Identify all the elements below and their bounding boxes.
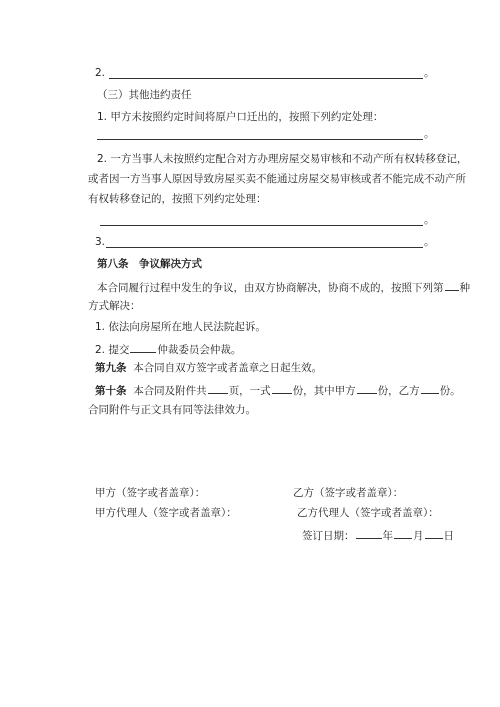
section-3-item-1-blank-line — [97, 139, 423, 140]
section-3-item-2-blank-line — [100, 225, 423, 226]
party-a-agent-signature-label: 甲方代理人（签字或者盖章）： — [95, 507, 237, 519]
item-2-end: 。 — [424, 67, 435, 79]
article-8-option-2-b: 仲裁委员会仲裁。 — [157, 344, 242, 356]
month-label: 月 — [413, 530, 424, 542]
section-3-item-2-line-3: 有权转移登记的，按照下列约定处理： — [88, 193, 267, 205]
arbitration-commission-blank — [130, 342, 156, 353]
section-3-item-3-end: 。 — [424, 236, 435, 248]
party-a-copies-blank — [357, 383, 377, 394]
article-9-text: 本合同自双方签字或者盖章之日起生效。 — [133, 362, 323, 374]
month-blank — [394, 528, 412, 539]
article-10 — [95, 383, 461, 398]
party-b-copies-blank — [421, 383, 439, 394]
signing-date-label: 签订日期： — [302, 530, 355, 542]
signing-date — [302, 528, 454, 543]
pages-blank — [208, 383, 228, 394]
day-blank — [425, 528, 443, 539]
article-8-paragraph-1 — [97, 280, 470, 295]
day-label: 日 — [443, 530, 454, 542]
party-b-signature-label: 乙方（签字或者盖章）： — [293, 487, 404, 499]
article-10-e: 份。 — [439, 385, 461, 397]
section-3-item-1: 1. 甲方未按照约定时间将原户口迁出的，按照下列约定处理： — [97, 111, 384, 123]
year-blank — [356, 528, 382, 539]
year-label: 年 — [382, 530, 393, 542]
section-3-item-3-blank-line — [106, 247, 423, 248]
section-3-item-2-line-1: 2. 一方当事人未按照约定配合对方办理房屋交易审核和不动产所有权转移登记， — [97, 153, 468, 165]
article-8-option-blank — [445, 280, 459, 291]
article-8-text-a: 本合同履行过程中发生的争议，由双方协商解决，协商不成的，按照下列第 — [97, 282, 444, 294]
article-8-option-2-a: 2. 提交 — [95, 344, 130, 356]
article-10-d: 份，乙方 — [377, 385, 420, 397]
copies-blank — [272, 383, 292, 394]
article-9-label: 第九条 — [95, 362, 127, 374]
article-8-option-1: 1. 依法向房屋所在地人民法院起诉。 — [95, 321, 266, 333]
article-8-title: 第八条 争议解决方式 — [97, 258, 202, 270]
section-3-item-2-end: 。 — [424, 214, 435, 226]
article-10-label: 第十条 — [95, 385, 127, 397]
section-3-title: （三）其他违约责任 — [97, 89, 192, 101]
section-3-item-3-number: 3. — [95, 236, 106, 248]
article-8-option-2 — [95, 342, 241, 357]
party-a-signature-label: 甲方（签字或者盖章）： — [95, 487, 206, 499]
item-2-blank-line — [109, 78, 423, 79]
item-2-number: 2. — [95, 67, 106, 79]
article-8-paragraph-2: 方式解决： — [88, 300, 141, 312]
article-10-c: 份，其中甲方 — [292, 385, 356, 397]
section-3-item-2-line-2: 或者因一方当事人原因导致房屋买卖不能通过房屋交易审核或者不能完成不动产所 — [88, 173, 466, 185]
article-10-a: 本合同及附件共 — [133, 385, 207, 397]
article-9 — [95, 362, 322, 375]
section-3-item-1-end: 。 — [424, 128, 435, 140]
article-10-line-2: 合同附件与正文具有同等法律效力。 — [88, 404, 256, 416]
party-b-agent-signature-label: 乙方代理人（签字或者盖章）： — [297, 507, 439, 519]
article-8-text-b: 种 — [459, 282, 470, 294]
article-10-b: 页，一式 — [228, 385, 271, 397]
